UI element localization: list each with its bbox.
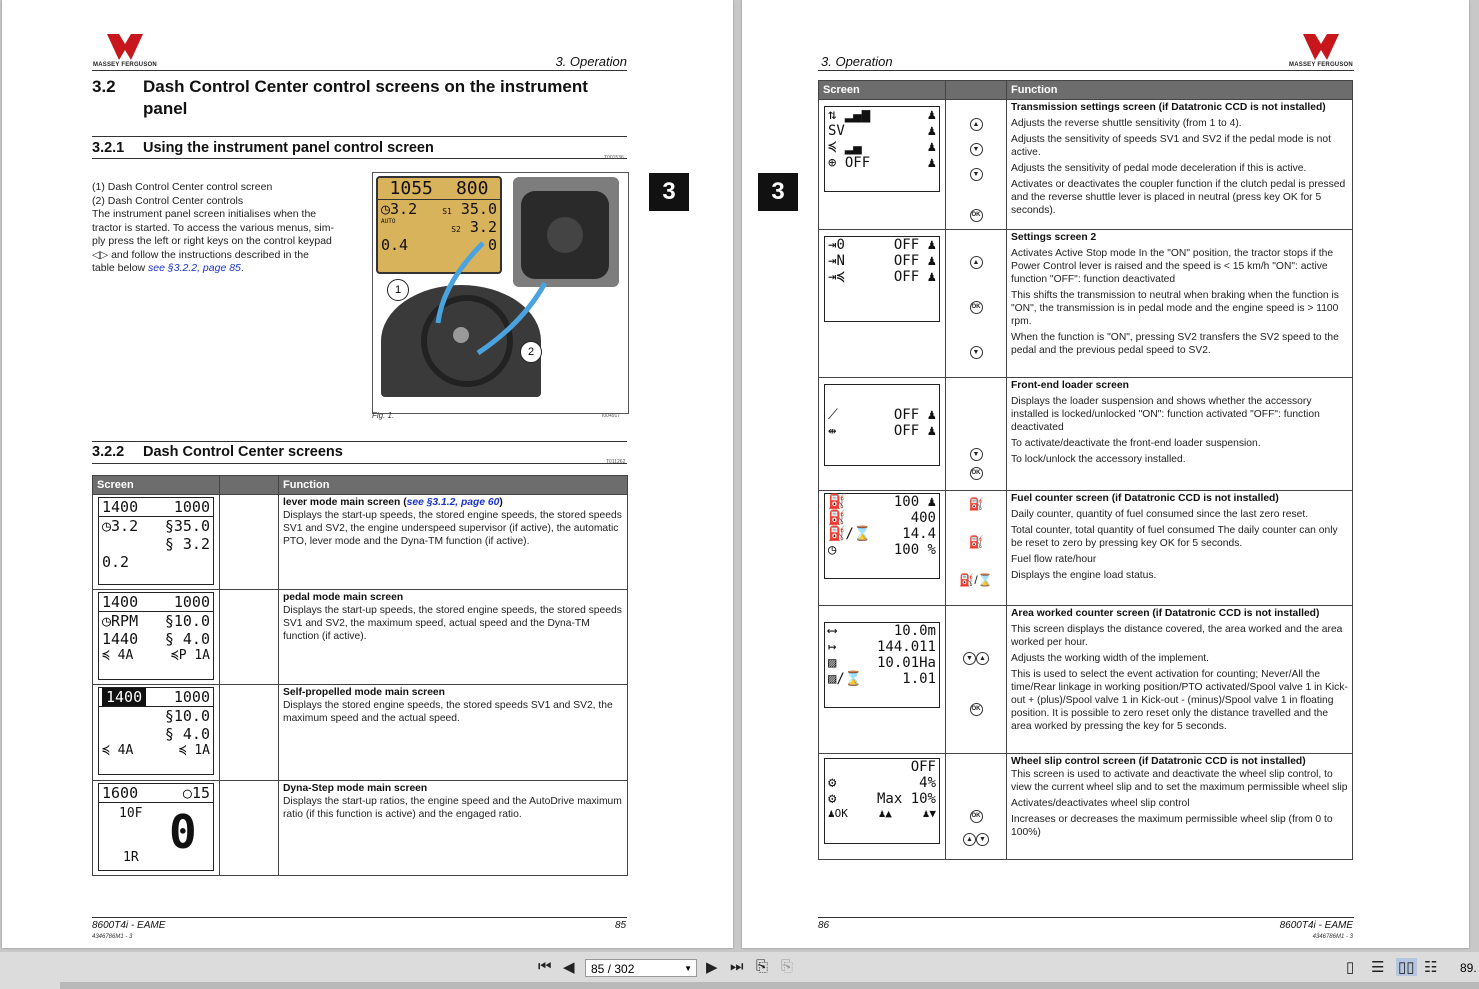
right-page	[742, 0, 1469, 948]
fig-label: S2	[451, 225, 461, 234]
two-page-continuous-icon[interactable]: ☷	[1424, 959, 1438, 976]
chapter-tab: 3	[758, 173, 798, 211]
para-line	[92, 262, 350, 276]
row-text: Displays the start-up speeds, the stored engine speeds, the stored speeds SV1 and SV2, the maximum speed, actual speed and the Dyna-TM function (if active).	[283, 605, 622, 642]
horizontal-scrollbar[interactable]	[60, 982, 1479, 989]
lcd-value: 400	[910, 510, 936, 526]
lcd-value: 4.0	[182, 725, 210, 743]
row-title: Transmission settings screen (if Datatronic CCD is not installed)	[1011, 102, 1326, 113]
row-text: Total counter, total quantity of fuel consumed The daily counter can only be reset to zero by pressing key OK for 5 seconds.	[1011, 525, 1338, 549]
table-row	[819, 100, 1353, 230]
header-rule	[818, 70, 1354, 71]
ref-code: T001536	[604, 155, 624, 161]
up-down-keys-icon: ▲ ▼	[963, 833, 989, 846]
row-text: Activates Active Stop mode In the "ON" position, the tractor stops if the Power Control lever is raised and the speed is < 15 km/h "ON": active function "OFF": function deactivated	[1011, 248, 1334, 285]
figure-caption: Fig. 1.	[372, 411, 395, 420]
list-item: (2) Dash Control Center controls	[92, 194, 244, 207]
lcd-value: 144.011	[876, 639, 936, 655]
para-text: .	[240, 262, 244, 274]
row-title: Front-end loader screen	[1011, 380, 1129, 391]
col-header-function: Function	[1007, 81, 1353, 100]
callout-2: 2	[520, 341, 542, 363]
lcd-value: OFF	[893, 423, 920, 439]
lcd-screen: 1400 1000 ◷RPM §10.0 1440 § 4.0 ≼ 4A ≼P 1A	[98, 592, 214, 680]
row-text: Displays the start-up speeds, the stored engine speeds, the stored speeds SV1 and SV2, the engine underspeed supervisor (if active), the automatic PTO, lever mode and the Dyna-TM function (if active).	[283, 510, 622, 547]
lcd-value: 1000	[173, 688, 210, 706]
subsection-number: 3.2.1	[92, 140, 125, 156]
col-header-function: Function	[279, 476, 628, 495]
list-item: (1) Dash Control Center control screen	[92, 181, 273, 193]
screens-table	[818, 80, 1353, 860]
lcd-value: OFF	[893, 253, 920, 269]
row-text: Displays the start-up ratios, the engine speed and the AutoDrive maximum ratio (if this function is active) and the engaged ratio.	[283, 796, 622, 820]
lcd-value: 4%	[919, 775, 936, 791]
crossref-link[interactable]: see §3.2.2, page 85	[148, 262, 241, 274]
lcd-value: 100 %	[893, 542, 936, 558]
figure-1	[372, 172, 629, 414]
lcd-value: 1440	[102, 630, 139, 648]
fuel-icon: ⛽	[968, 497, 984, 511]
row-text: Activates or deactivates the coupler function if the clutch pedal is pressed and the reverse shuttle lever is placed in neutral (press key OK for 5 seconds).	[1011, 179, 1346, 216]
crossref-link[interactable]: see §3.1.2, page 60	[406, 497, 500, 508]
lcd-value: 4A	[117, 648, 134, 663]
rule	[92, 136, 627, 137]
next-page-icon[interactable]: ▶	[706, 959, 718, 976]
lcd-value: 4.0	[182, 630, 210, 648]
row-text: Adjusts the sensitivity of pedal mode deceleration if this is active.	[1011, 163, 1307, 174]
fuel-rate-icon: ⛽/⌛	[959, 573, 993, 587]
intro-text	[92, 181, 350, 276]
fig-value: 3.2	[390, 200, 418, 218]
row-text: Daily counter, quantity of fuel consumed since the last zero reset.	[1011, 509, 1309, 520]
row-text: To lock/unlock the accessory installed.	[1011, 454, 1186, 465]
table-row	[819, 378, 1353, 491]
table-row	[819, 491, 1353, 606]
table-row	[819, 606, 1353, 754]
table-row	[93, 685, 628, 781]
subsection-number: 3.2.2	[92, 444, 125, 460]
footer-doc: 4346786M1 - 3	[92, 934, 133, 940]
rule	[92, 158, 627, 159]
viewer-toolbar	[0, 952, 1479, 989]
para-text: table below	[92, 262, 149, 274]
lcd-value: 35.0	[173, 517, 210, 535]
para-line: The instrument panel screen initialises when the	[92, 208, 317, 220]
row-title: Wheel slip control screen (if Datatronic CCD is not installed)	[1011, 756, 1306, 767]
lcd-value: 3.2	[182, 535, 210, 553]
lcd-screen: ⇅ ▂▄▆ ♟ SV ♟ ≼ ▂▄ ♟ ⊕ OFF ♟	[824, 106, 940, 192]
footer-model: 8600T4i - EAME	[92, 920, 166, 931]
fig-value: 800	[455, 178, 489, 199]
ref-code: T011262	[606, 459, 626, 465]
callout-1: 1	[387, 279, 409, 301]
row-text: To activate/deactivate the front-end loader suspension.	[1011, 438, 1261, 449]
footer-rule	[818, 917, 1354, 918]
arrow-icon	[373, 173, 628, 413]
para-line: ply press the left or right keys on the control keypad	[92, 235, 332, 247]
lcd-value: 1400	[102, 593, 139, 611]
row-title: Settings screen 2	[1011, 232, 1097, 243]
footer-page: 85	[615, 920, 627, 931]
fig-value: 0	[487, 236, 497, 254]
lcd-screen: 1600 ○15 10F 1R 0	[98, 783, 214, 871]
lcd-value: 10.0	[173, 612, 210, 630]
row-title: )	[499, 497, 503, 508]
footer-doc: 4346786M1 - 3	[1312, 934, 1353, 940]
lcd-value: SV	[828, 123, 845, 139]
lcd-value: OFF	[910, 759, 936, 775]
footer-model: 8600T4i - EAME	[1279, 920, 1353, 931]
lcd-value: 10.01Ha	[876, 655, 936, 671]
ok-key-icon: OK	[970, 810, 983, 823]
row-text: Displays the loader suspension and shows whether the accessory installed is locked/unlocked "ON": function activated "OFF": function deactivated	[1011, 396, 1320, 433]
chapter-tab: 3	[649, 173, 689, 211]
copy-icon[interactable]: ⎘	[781, 958, 794, 975]
row-text: Increases or decreases the maximum permissible wheel slip (from 0 to 100%)	[1011, 814, 1333, 838]
section-number: 3.2	[92, 77, 116, 96]
fig-label: S1	[442, 207, 452, 216]
row-text: This screen is used to activate and deactivate the wheel slip control, to view the current wheel slip and to set the maximum permissible wheel slip	[1011, 769, 1348, 793]
col-header-screen: Screen	[93, 476, 220, 495]
lcd-value: OFF	[893, 237, 920, 253]
col-header-blank	[946, 81, 1007, 100]
row-text: Adjusts the sensitivity of speeds SV1 and SV2 if the pedal mode is not active.	[1011, 134, 1331, 158]
lcd-screen: 1400 1000 ◷3.2 §35.0 § 3.2 0.2	[98, 497, 214, 585]
chapter-header: 3. Operation	[555, 54, 627, 69]
rule	[92, 463, 627, 464]
lcd-value: 0	[836, 237, 845, 253]
row-text: This shifts the transmission to neutral when braking when the function is "ON", the transmission is in pedal mode and the engine speed is > 1100 rpm.	[1011, 290, 1339, 327]
massey-ferguson-logo: MASSEY FERGUSON	[90, 32, 160, 68]
two-page-icon[interactable]: ▯▯	[1398, 959, 1415, 976]
lcd-value: 1000	[173, 498, 210, 516]
row-text: Adjusts the working width of the implement.	[1011, 653, 1210, 664]
row-title: Fuel counter screen (if Datatronic CCD is not installed)	[1011, 493, 1279, 504]
last-page-icon[interactable]: ⏭	[730, 958, 744, 975]
col-header-screen: Screen	[819, 81, 946, 100]
screens-table	[92, 475, 628, 876]
lcd-value: 10.0	[173, 707, 210, 725]
lcd-value: 100	[893, 494, 920, 510]
lcd-value: 10.0m	[893, 623, 936, 639]
zoom-level[interactable]: 89.	[1460, 961, 1477, 975]
ok-key-icon: OK	[970, 301, 983, 314]
continuous-page-icon[interactable]: ☰	[1371, 959, 1385, 976]
lcd-value: 1A	[194, 743, 210, 758]
lcd-value: OFF	[893, 407, 920, 423]
table-row	[93, 590, 628, 685]
down-key-icon: ▼	[970, 168, 983, 181]
lcd-screen: OFF ⚙ 4% ⚙ Max 10% ♟OK ♟▲ ♟▼	[824, 758, 940, 844]
row-title: Area worked counter screen (if Datatronic CCD is not installed)	[1011, 608, 1320, 619]
massey-ferguson-logo: MASSEY FERGUSON	[1286, 32, 1356, 68]
lcd-value: 0.2	[102, 553, 130, 571]
single-page-icon[interactable]: ▯	[1346, 959, 1355, 976]
lcd-screen: ⟷ 10.0m ↦ 144.011 ▨ 10.01Ha ▨/⌛ 1.01	[824, 622, 940, 708]
lcd-value: 1600	[102, 784, 139, 802]
table-row	[819, 754, 1353, 860]
first-page-icon[interactable]: ⏮	[538, 958, 552, 975]
lcd-value: 15	[191, 784, 210, 802]
lcd-value: RPM	[111, 612, 139, 630]
figure-code: I004917	[602, 413, 621, 419]
lcd-screen: ⛽ 100 ♟ ⛽ 400 ⛽/⌛ 14.4 ◷ 100 %	[824, 493, 940, 579]
lcd-value: N	[836, 253, 845, 269]
lcd-screen: ⟋ OFF ♟ ⇹ OFF ♟	[824, 384, 940, 466]
row-text: Displays the stored engine speeds, the stored speeds SV1 and SV2, the maximum speed and the actual speed.	[283, 700, 613, 724]
row-text: When the function is "ON", pressing SV2 transfers the SV2 speed to the pedal and the previous pedal speed to SV2.	[1011, 332, 1339, 356]
subsection-title: Dash Control Center screens	[143, 444, 343, 460]
lcd-screen: 1400 1000 §10.0 § 4.0 ≼ 4A ≼ 1A	[98, 687, 214, 775]
page-number-input[interactable]	[585, 959, 697, 977]
fuel-icon: ⛽	[968, 535, 984, 549]
section-title-line2: panel	[143, 99, 188, 118]
lcd-value: OFF	[893, 269, 920, 285]
col-header-blank	[220, 476, 279, 495]
ok-key-icon: OK	[970, 467, 983, 480]
row-title: Self-propelled mode main screen	[283, 687, 445, 698]
table-row	[819, 230, 1353, 378]
left-page	[2, 0, 733, 948]
rule	[92, 441, 627, 442]
table-row	[93, 781, 628, 876]
fig-label: AUTO	[381, 218, 396, 225]
fig-value: 35.0	[460, 200, 497, 218]
lcd-value: 3.2	[111, 517, 139, 535]
lcd-value: Max 10%	[876, 791, 936, 807]
fig-value: 0.4	[381, 236, 409, 254]
para-line: tractor is started. To access the various menus, sim-	[92, 221, 334, 234]
down-key-icon: ▼	[970, 448, 983, 461]
footer-page: 86	[818, 920, 830, 931]
up-key-icon: ▲	[970, 256, 983, 269]
lcd-screen: ⇥0 OFF ♟ ⇥N OFF ♟ ⇥≼ OFF ♟	[824, 236, 940, 322]
para-line: ◁▷ and follow the instructions described in the	[92, 248, 309, 261]
lcd-value: 1R	[123, 850, 139, 865]
chevron-down-icon[interactable]: ▼	[684, 964, 692, 973]
table-row	[93, 495, 628, 590]
ok-key-icon: OK	[970, 703, 983, 716]
header-rule	[92, 70, 627, 71]
lcd-value: P 1A	[178, 648, 210, 663]
lcd-value: 1.01	[902, 671, 936, 687]
lcd-value: 0	[169, 805, 197, 859]
down-key-icon: ▼	[970, 143, 983, 156]
row-text: Activates/deactivates wheel slip control	[1011, 798, 1190, 809]
row-title: pedal mode main screen	[283, 592, 404, 603]
lcd-value: 1000	[173, 593, 210, 611]
row-text: This screen displays the distance covered, the area worked and the area worked per hour.	[1011, 624, 1343, 648]
row-text: Displays the engine load status.	[1011, 570, 1157, 581]
row-text: Adjusts the reverse shuttle sensitivity (from 1 to 4).	[1011, 118, 1242, 129]
down-key-icon: ▼	[970, 346, 983, 359]
lcd-value: OFF	[844, 155, 871, 171]
fig-value: 3.2	[469, 218, 497, 236]
lcd-value: 1400	[102, 688, 146, 706]
down-up-keys-icon: ▼ ▲	[963, 652, 989, 665]
row-text: This is used to select the event activation for counting; Never/All the time/Rear linkage in working position/PTO activated/Spool valve 1 in Kick-out + (plus)/Spool valve 1 in Kick-out - (minus)/Spool valve 1 in floating position. It is possible to zero reset only the distance travelled and the area worked by pressing the key for 5 seconds.	[1011, 669, 1348, 732]
row-title: Dyna-Step mode main screen	[283, 783, 428, 794]
lcd-value: 10F	[119, 806, 143, 821]
page-gap	[735, 0, 741, 948]
subsection-title: Using the instrument panel control screen	[143, 140, 434, 156]
lcd-value: 4A	[117, 743, 134, 758]
fig-value: 1055	[389, 178, 433, 199]
row-text: Fuel flow rate/hour	[1011, 554, 1097, 565]
lcd-value: 1400	[102, 498, 139, 516]
section-title-line1: Dash Control Center control screens on the instrument	[143, 77, 588, 96]
up-key-icon: ▲	[970, 118, 983, 131]
prev-page-icon[interactable]: ◀	[563, 959, 575, 976]
fig-lcd-display: 1055 800 ◷3.2 S1 35.0 AUTO S2 3.2 0.4 0	[376, 176, 502, 274]
chapter-header: 3. Operation	[821, 54, 893, 69]
row-title: lever mode main screen (	[283, 497, 407, 508]
rotate-icon[interactable]: ⎘	[756, 958, 769, 975]
footer-rule	[92, 917, 627, 918]
ok-key-icon: OK	[970, 209, 983, 222]
page-number-value: 85 / 302	[591, 962, 635, 976]
lcd-value: 14.4	[902, 526, 936, 542]
